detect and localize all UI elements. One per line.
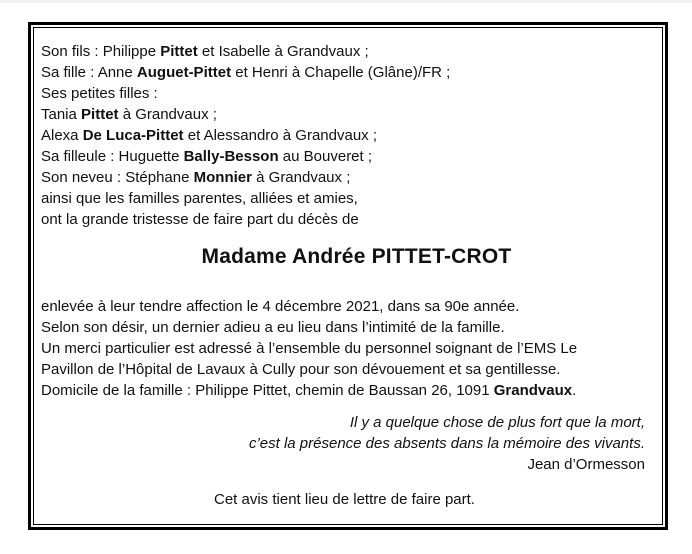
text-line: Domicile de la famille : Philippe Pittet, chemin de Baussan 26, 1091 Grandvaux. <box>41 382 577 399</box>
quote-block <box>41 412 648 475</box>
text-line: Ses petites filles : <box>41 85 158 102</box>
quote-attribution: Jean d’Ormesson <box>527 456 645 473</box>
footer-note: Cet avis tient lieu de lettre de faire part. <box>214 491 475 508</box>
text-line: Sa fille : Anne Auguet-Pittet et Henri à Chapelle (Glâne)/FR ; <box>41 64 451 81</box>
family-relations-lines <box>41 41 648 230</box>
quote-lines <box>41 412 645 454</box>
text-line: c’est la présence des absents dans la mémoire des vivants. <box>248 435 645 452</box>
death-notice-border <box>28 22 668 530</box>
text-line: ont la grande tristesse de faire part du décès de <box>41 211 359 228</box>
text-line: Pavillon de l’Hôpital de Lavaux à Cully pour son dévouement et sa gentillesse. <box>41 361 561 378</box>
text-line: Un merci particulier est adressé à l’ensemble du personnel soignant de l’EMS Le <box>41 340 578 357</box>
page-top-edge <box>0 0 692 3</box>
deceased-name-title: Madame Andrée PITTET-CROT <box>201 245 512 268</box>
text-line: Selon son désir, un dernier adieu a eu lieu dans l’intimité de la famille. <box>41 319 505 336</box>
text-line: Il y a quelque chose de plus fort que la mort, <box>349 414 645 431</box>
text-line: Son fils : Philippe Pittet et Isabelle à Grandvaux ; <box>41 43 369 60</box>
text-line: Sa filleule : Huguette Bally-Besson au Bouveret ; <box>41 148 373 165</box>
death-notice-card <box>33 27 663 525</box>
text-line: Alexa De Luca-Pittet et Alessandro à Grandvaux ; <box>41 127 378 144</box>
text-line: enlevée à leur tendre affection le 4 décembre 2021, dans sa 90e année. <box>41 298 520 315</box>
announcement-body-lines <box>41 296 648 401</box>
text-line: Son neveu : Stéphane Monnier à Grandvaux ; <box>41 169 351 186</box>
text-line: ainsi que les familles parentes, alliées et amies, <box>41 190 358 207</box>
text-line: Tania Pittet à Grandvaux ; <box>41 106 217 123</box>
